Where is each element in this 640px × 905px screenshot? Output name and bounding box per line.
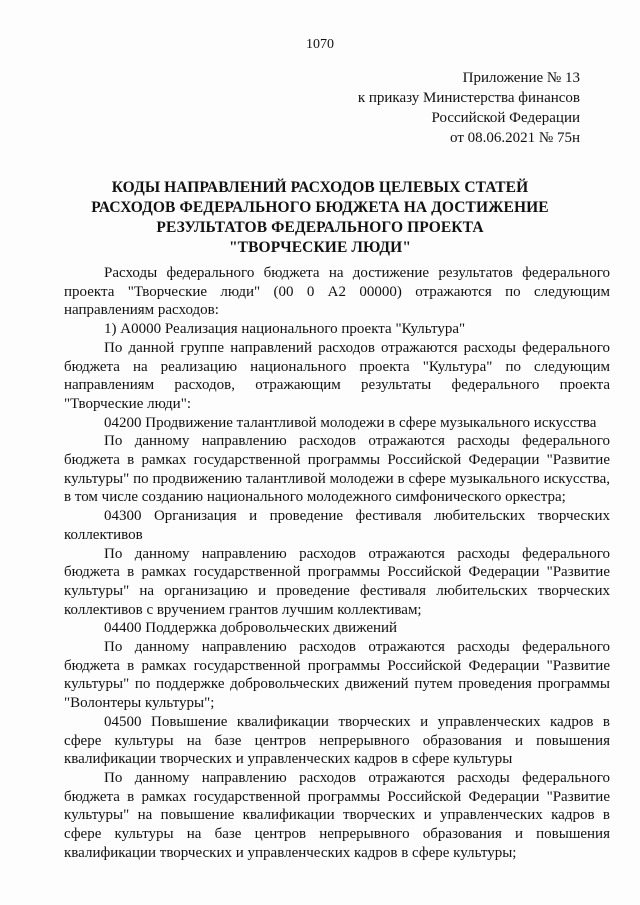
document-title (60, 178, 580, 258)
paragraph-code-04200: 04200 Продвижение талантливой молодежи в сфере музыкального искусства (104, 414, 597, 431)
title-line: РЕЗУЛЬТАТОВ ФЕДЕРАЛЬНОГО ПРОЕКТА (156, 219, 484, 236)
paragraph-intro: Расходы федерального бюджета на достижение результатов федерального проекта "Творческие люди" (00 0 А2 00000) отражаются по следующим направлениям расходов: (64, 265, 610, 319)
paragraph-description: По данному направлению расходов отражаются расходы федерального бюджета в рамках государственной программы Российской Федерации "Развитие культуры" по продвижению талантливой молодежи в сфере музыкального искусства, в том числе созданию национального молодежного симфонического оркестра; (64, 433, 610, 506)
appendix-line: к приказу Министерства финансов (357, 90, 580, 106)
paragraph-description: По данному направлению расходов отражаются расходы федерального бюджета в рамках государственной программы Российской Федерации "Развитие культуры" по поддержке добровольческих движений путем проведения программы "Волонтеры культуры"; (64, 639, 610, 712)
page-number: 1070 (306, 37, 334, 52)
appendix-line: Приложение № 13 (462, 70, 580, 86)
paragraph-code-04400: 04400 Поддержка добровольческих движений (104, 620, 398, 637)
paragraph-code-04500: 04500 Повышение квалификации творческих и управленческих кадров в сфере культуры на базе центров непрерывного образования и повышения квалификации творческих и управленческих кадров в сфере культуры (64, 713, 610, 768)
paragraph-description: По данной группе направлений расходов отражаются расходы федерального бюджета на реализацию национального проекта "Культура" по следующим направлениям расходов, отражающим результаты федерального проекта "Творческие люди": (64, 339, 610, 412)
appendix-line: от 08.06.2021 № 75н (450, 130, 580, 146)
paragraph-description: По данному направлению расходов отражаются расходы федерального бюджета в рамках государственной программы Российской Федерации "Развитие культуры" на повышение квалификации творческих и управленческих кадров в сфере культуры на базе центров непрерывного образования и повышения квалификации творческих и управленческих кадров в сфере культуры; (64, 769, 610, 861)
title-line: РАСХОДОВ ФЕДЕРАЛЬНОГО БЮДЖЕТА НА ДОСТИЖЕНИЕ (91, 199, 549, 216)
appendix-line: Российской Федерации (431, 110, 580, 126)
paragraph-description: По данному направлению расходов отражаются расходы федерального бюджета в рамках государственной программы Российской Федерации "Развитие культуры" на организацию и проведение фестиваля любительских творческих коллективов с вручением грантов лучшим коллективам; (64, 545, 610, 618)
document-body (64, 264, 610, 863)
appendix-header (320, 68, 580, 148)
title-line: "ТВОРЧЕСКИЕ ЛЮДИ" (228, 239, 412, 256)
title-line: КОДЫ НАПРАВЛЕНИЙ РАСХОДОВ ЦЕЛЕВЫХ СТАТЕЙ (111, 179, 529, 196)
paragraph-code-04300: 04300 Организация и проведение фестиваля любительских творческих коллективов (64, 508, 610, 543)
paragraph-item-a0000: 1) А0000 Реализация национального проекта "Культура" (104, 321, 466, 338)
